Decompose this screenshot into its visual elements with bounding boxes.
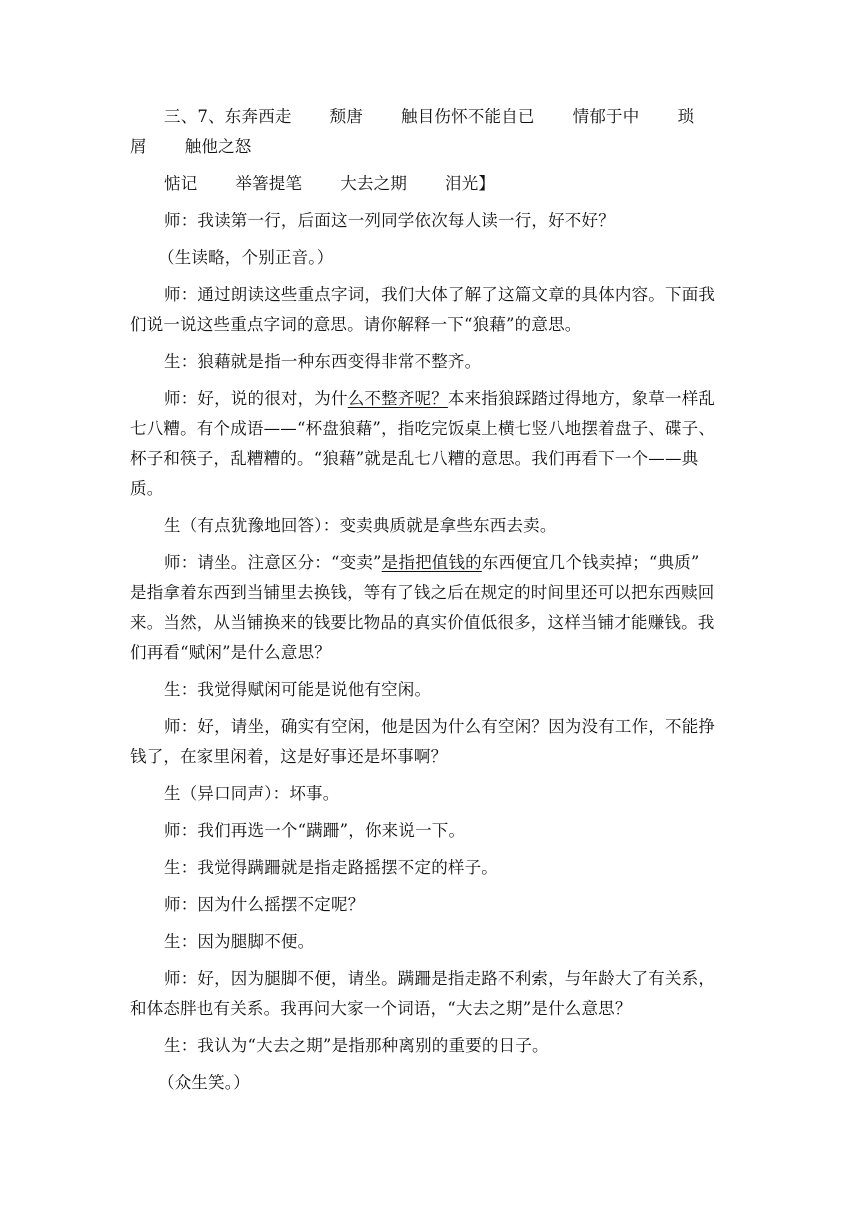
document-body xyxy=(130,102,740,1105)
vocab-item: 情郁于中 xyxy=(572,107,640,126)
text-line: 师：好，因为腿脚不便，请坐。蹒跚是指走路不利索，与年龄大了有关系， xyxy=(164,969,716,988)
text-line: 师：通过朗读这些重点字词，我们大体了解了这篇文章的具体内容。下面我 xyxy=(164,285,716,304)
student-line: 生：因为腿脚不便。 xyxy=(164,932,315,951)
vocab-item: 颓唐 xyxy=(329,107,364,126)
text-line: 和体态胖也有关系。我再问大家一个词语，“大去之期”是什么意思？ xyxy=(130,999,632,1018)
student-line: 生（异口同声）：坏事。 xyxy=(164,784,340,803)
teacher-paragraph xyxy=(130,964,740,1024)
teacher-paragraph xyxy=(130,712,740,772)
text-line: 们再看“赋闲”是什么意思？ xyxy=(130,643,331,662)
stage-note: （众生笑。） xyxy=(158,1073,250,1092)
teacher-line: 师：我读第一行，后面这一列同学依次每人读一行，好不好？ xyxy=(164,211,615,230)
student-line: 生：狼藉就是指一种东西变得非常不整齐。 xyxy=(164,352,482,371)
underlined-text: 是指把值钱的 xyxy=(381,553,482,572)
text-line: 师：好，请坐，确实有空闲，他是因为什么有空闲？因为没有工作，不能挣 xyxy=(164,717,716,736)
teacher-line: 师：我们再选一个“蹒跚”，你来说一下。 xyxy=(164,821,466,840)
teacher-paragraph xyxy=(130,548,740,668)
student-line: 生：我觉得赋闲可能是说他有空闲。 xyxy=(164,680,432,699)
vocab-item: 琐 xyxy=(677,107,695,126)
teacher-line: 师：因为什么摇摆不定呢？ xyxy=(164,895,365,914)
vocab-line-2 xyxy=(130,132,740,162)
text-segment: 师：好，说的很对，为什 xyxy=(164,389,348,408)
text-line: 们说一说这些重点字词的意思。请你解释一下“狼藉”的意思。 xyxy=(130,315,582,334)
text-segment: 东西便宜几个钱卖掉；“典质” xyxy=(481,553,700,572)
vocab-item: 大去之期 xyxy=(340,174,408,193)
vocab-line-1 xyxy=(130,102,740,132)
text-line xyxy=(130,384,740,414)
student-line: 生（有点犹豫地回答）：变卖典质就是拿些东西去卖。 xyxy=(164,516,557,535)
vocab-item: 触目伤怀不能自已 xyxy=(401,107,535,126)
vocab-item: 屑 xyxy=(130,137,147,156)
text-line: 是指拿着东西到当铺里去换钱，等有了钱之后在规定的时间里还可以把东西赎回 xyxy=(130,583,715,602)
text-line: 来。当然，从当铺换来的钱要比物品的真实价值低很多，这样当铺才能赚钱。我 xyxy=(130,613,715,632)
teacher-paragraph xyxy=(130,280,740,340)
vocab-item: 惦记 xyxy=(164,174,198,193)
text-segment: 本来指狼踩踏过得地方，象草一样乱 xyxy=(447,389,716,408)
text-line: 质。 xyxy=(130,479,164,498)
text-line: 杯子和筷子，乱糟糟的。“狼藉”就是乱七八糟的意思。我们再看下一个——典 xyxy=(130,449,699,468)
vocab-item: 举箸提笔 xyxy=(235,174,303,193)
vocab-line-3 xyxy=(130,169,740,199)
vocab-item: 三、7、东奔西走 xyxy=(164,107,292,126)
text-line: 七八糟。有个成语——“杯盘狼藉”，指吃完饭桌上横七竖八地摆着盘子、碟子、 xyxy=(130,419,716,438)
stage-note: （生读略，个别正音。） xyxy=(158,248,334,267)
text-segment: 师：请坐。注意区分：“变卖” xyxy=(164,553,382,572)
vocab-item: 泪光】 xyxy=(445,174,496,193)
underlined-text: 么不整齐呢？ xyxy=(347,389,448,408)
vocab-item: 触他之怒 xyxy=(184,137,252,156)
text-line: 钱了，在家里闲着，这是好事还是坏事啊？ xyxy=(130,747,448,766)
student-line: 生：我觉得蹒跚就是指走路摇摆不定的样子。 xyxy=(164,858,498,877)
student-line: 生：我认为“大去之期”是指那种离别的重要的日子。 xyxy=(164,1036,549,1055)
text-line xyxy=(130,548,740,578)
teacher-paragraph xyxy=(130,384,740,504)
